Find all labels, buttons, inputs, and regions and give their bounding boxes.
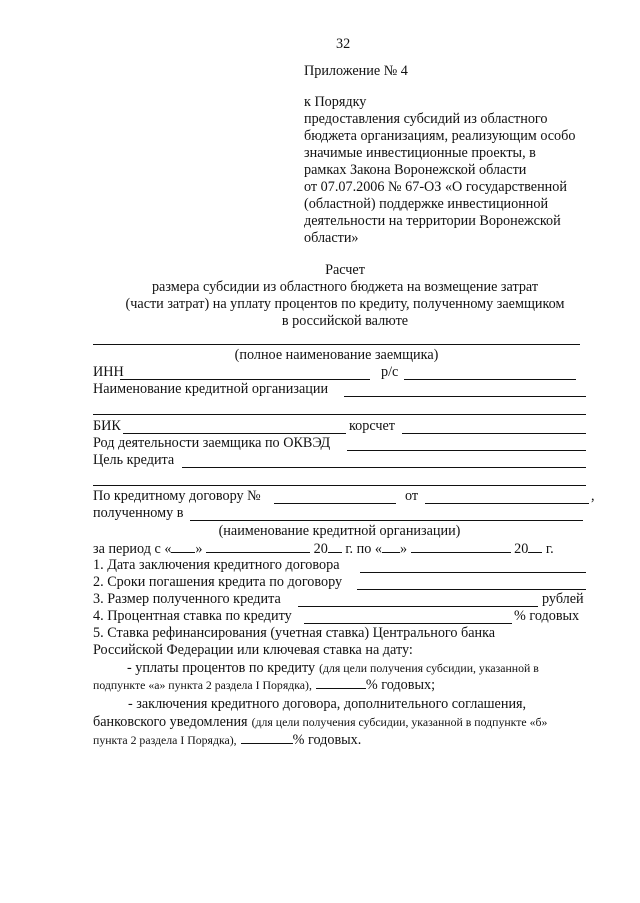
item-1-field[interactable]	[360, 572, 586, 573]
item-2-label: 2. Сроки погашения кредита по договору	[93, 574, 343, 590]
appendix-line: значимые инвестиционные проекты, в	[304, 145, 536, 161]
appendix-title: Приложение № 4	[304, 63, 408, 79]
inn-label: ИНН	[93, 364, 124, 380]
appendix-line: деятельности на территории Воронежской	[304, 213, 561, 229]
item-4-field[interactable]	[304, 623, 512, 624]
inn-field[interactable]	[120, 379, 370, 380]
contract-number-field[interactable]	[274, 503, 396, 504]
page-number: 32	[336, 36, 351, 52]
account-label: р/с	[381, 364, 399, 380]
activity-field[interactable]	[347, 450, 586, 451]
contract-comma: ,	[591, 488, 595, 504]
contract-date-label: от	[405, 488, 419, 504]
bik-field[interactable]	[123, 433, 346, 434]
period-year-prefix: 20	[313, 541, 328, 557]
item-4-label: 4. Процентная ставка по кредиту	[93, 608, 292, 624]
bullet-2-unit: % годовых.	[292, 732, 362, 748]
borrower-name-caption: (полное наименование заемщика)	[234, 347, 439, 363]
borrower-name-field[interactable]	[93, 344, 580, 345]
document-subtitle-line: размера субсидии из областного бюджета на возмещение затрат	[151, 279, 539, 295]
item-2-field[interactable]	[357, 589, 586, 590]
period-end-month-field[interactable]	[411, 540, 511, 553]
bullet-1	[127, 659, 539, 677]
activity-label: Род деятельности заемщика по ОКВЭД	[93, 435, 331, 451]
item-4-unit: % годовых	[514, 608, 580, 624]
appendix-line: бюджета организациям, реализующим особо	[304, 128, 576, 144]
bullet-2-rate-field[interactable]	[241, 731, 293, 744]
period-quote: »	[195, 541, 203, 557]
credit-org-field-line2[interactable]	[93, 414, 586, 415]
bullet-1-rate-field[interactable]	[316, 676, 366, 689]
item-3-label: 3. Размер полученного кредита	[93, 591, 281, 607]
item-1-label: 1. Дата заключения кредитного договора	[93, 557, 340, 573]
bullet-1-line2	[93, 676, 435, 694]
appendix-line: рамках Закона Воронежской области	[304, 162, 527, 178]
item-5-label: 5. Ставка рефинансирования (учетная ставка) Центрального банка	[93, 625, 496, 641]
credit-org-field[interactable]	[344, 396, 586, 397]
bullet-1-note-2: подпункте «а» пункта 2 раздела I Порядка),	[93, 678, 312, 692]
period-start-day-field[interactable]	[171, 540, 195, 553]
bullet-2-text-2: банковского уведомления	[93, 714, 248, 730]
appendix-line: к Порядку	[304, 94, 367, 110]
purpose-field[interactable]	[182, 467, 586, 468]
contract-label: По кредитному договору №	[93, 488, 261, 504]
bullet-2-line2	[93, 713, 547, 731]
period-end-year-field[interactable]	[528, 540, 542, 553]
period-year-prefix: 20	[514, 541, 529, 557]
period-quote: »	[399, 541, 408, 557]
purpose-field-line2[interactable]	[93, 485, 586, 486]
bullet-2-note: (для цели получения субсидии, указанной в подпункте «б»	[251, 715, 548, 729]
item-3-field[interactable]	[298, 606, 538, 607]
credit-org-caption: (наименование кредитной организации)	[218, 523, 461, 539]
period-prefix: за период с «	[93, 541, 172, 557]
bullet-1-note: (для цели получения субсидии, указанной в	[319, 661, 539, 675]
document-title: Расчет	[325, 262, 365, 278]
appendix-line: от 07.07.2006 № 67-ОЗ «О государственной	[304, 179, 567, 195]
period-row	[93, 540, 554, 558]
period-start-year-field[interactable]	[328, 540, 342, 553]
korschet-label: корсчет	[349, 418, 396, 434]
document-subtitle-line: (части затрат) на уплату процентов по кредиту, полученному заемщиком	[125, 296, 565, 312]
bullet-1-unit: % годовых;	[365, 677, 436, 693]
period-end: г.	[545, 541, 554, 557]
appendix-line: предоставления субсидий из областного	[304, 111, 548, 127]
bik-label: БИК	[93, 418, 121, 434]
bullet-1-text: - уплаты процентов по кредиту	[127, 660, 316, 676]
account-field[interactable]	[404, 379, 576, 380]
document-subtitle-line: в российской валюте	[281, 313, 409, 329]
korschet-field[interactable]	[402, 433, 586, 434]
period-mid: г. по «	[345, 541, 382, 557]
appendix-line: области»	[304, 230, 359, 246]
received-field[interactable]	[190, 520, 583, 521]
received-label: полученному в	[93, 505, 184, 521]
credit-org-label: Наименование кредитной организации	[93, 381, 329, 397]
item-3-unit: рублей	[542, 591, 584, 607]
period-end-day-field[interactable]	[382, 540, 400, 553]
item-5-label-line2: Российской Федерации или ключевая ставка на дату:	[93, 642, 413, 658]
appendix-line: (областной) поддержке инвестиционной	[304, 196, 549, 212]
contract-date-field[interactable]	[425, 503, 589, 504]
bullet-2-text: - заключения кредитного договора, дополнительного соглашения,	[128, 696, 527, 712]
bullet-2-line3	[93, 731, 361, 749]
period-start-month-field[interactable]	[206, 540, 310, 553]
bullet-2-note-2: пункта 2 раздела I Порядка),	[93, 733, 237, 747]
purpose-label: Цель кредита	[93, 452, 175, 468]
